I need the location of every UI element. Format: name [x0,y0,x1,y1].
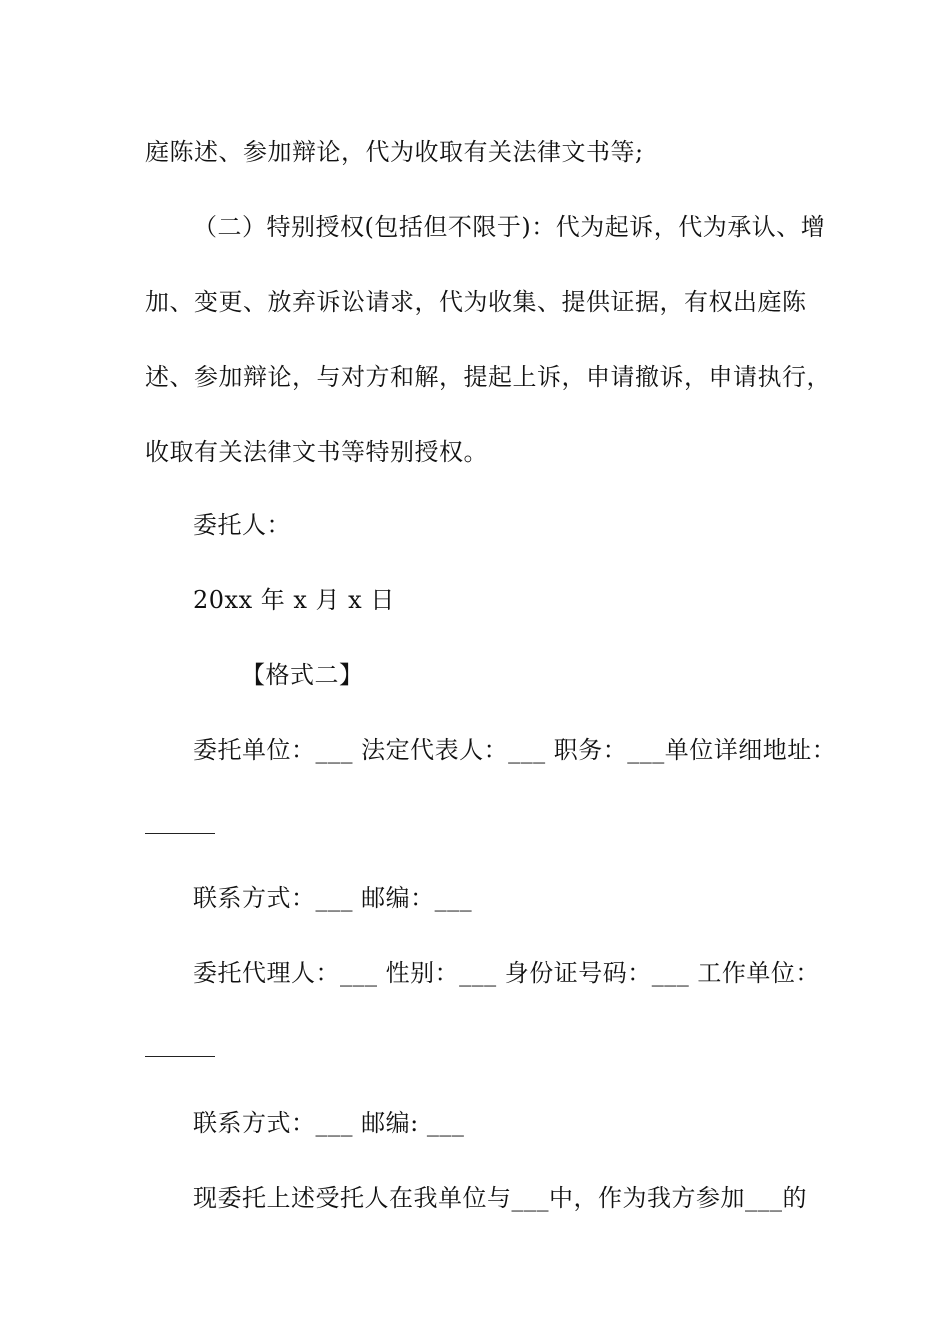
text-line: 委托代理人：___ 性别：___ 身份证号码：___ 工作单位： [193,959,820,987]
date-line: 20xx 年 x 月 x 日 [193,586,395,614]
text-line: 收取有关法律文书等特别授权。 [145,438,488,466]
text-line: 委托人： [193,511,291,539]
blank-underline [145,1056,215,1057]
text-line: 联系方式：___ 邮编: ___ [193,1109,465,1137]
text-line: 现委托上述受托人在我单位与___中，作为我方参加___的 [193,1184,807,1212]
text-line: 加、变更、放弃诉讼请求，代为收集、提供证据，有权出庭陈 [145,288,807,316]
text-line: 联系方式：___ 邮编：___ [193,884,473,912]
section-heading: 【格式二】 [241,661,364,689]
blank-underline [145,833,215,834]
text-line: 庭陈述、参加辩论，代为收取有关法律文书等; [145,138,644,166]
text-line: 委托单位：___ 法定代表人：___ 职务：___单位详细地址： [193,736,837,764]
text-line: 述、参加辩论，与对方和解，提起上诉，申请撤诉，申请执行， [145,363,831,391]
text-line: （二）特别授权(包括但不限于)：代为起诉，代为承认、增 [193,213,826,241]
